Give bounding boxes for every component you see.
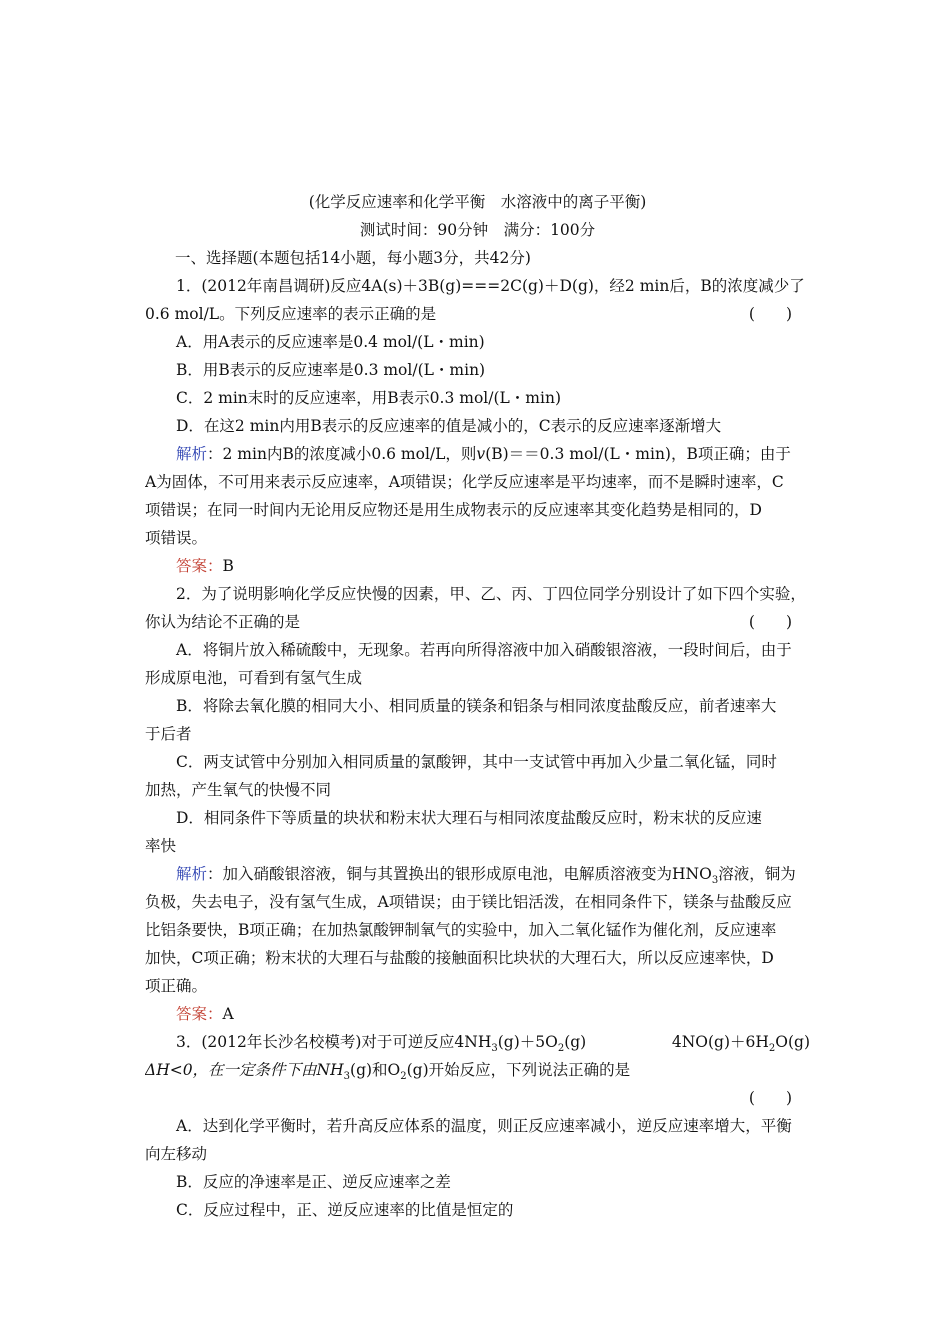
q2-option-d-line1: D．相同条件下等质量的块状和粉末状大理石与相同浓度盐酸反应时，粉末状的反应速 <box>176 809 762 827</box>
q1-answer-blank: ( ) <box>748 305 792 323</box>
q1-stem-text: 0.6 mol/L。下列反应速率的表示正确的是 <box>145 305 437 323</box>
q1-analysis-line3: 项错误；在同一时间内无论用反应物还是用生成物表示的反应速率其变化趋势是相同的，D <box>145 501 762 519</box>
q2-option-b-line2: 于后者 <box>145 725 192 743</box>
document-title: (化学反应速率和化学平衡 水溶液中的离子平衡) <box>308 193 647 211</box>
question-1 <box>145 272 810 580</box>
q2-answer-label: 答案： <box>176 1005 223 1023</box>
q3-option-a-line1: A．达到化学平衡时，若升高反应体系的温度，则正反应速率减小，逆反应速率增大，平衡 <box>176 1117 792 1135</box>
q2-answer <box>145 1000 810 1028</box>
q2-option-c-line1: C．两支试管中分别加入相同质量的氯酸钾，其中一支试管中再加入少量二氧化锰，同时 <box>176 753 777 771</box>
q1-answer-value: B <box>222 557 234 575</box>
q2-answer-blank: ( ) <box>748 613 792 631</box>
q3-option-c: C．反应过程中，正、逆反应速率的比值是恒定的 <box>176 1201 514 1219</box>
q3-stem-left: 3．(2012年长沙名校模考)对于可逆反应$4NH_3(g)+5O_2(g)$ <box>176 1033 587 1055</box>
document-body <box>145 188 810 1224</box>
q3-answer-blank-line <box>145 1084 810 1112</box>
q2-analysis-line3: 比铝条要快，B项正确；在加热氯酸钾制氧气的实验中，加入二氧化锰作为催化剂，反应速率 <box>145 921 777 939</box>
section-heading: 一、选择题(本题包括14小题，每小题3分，共42分) <box>175 249 531 267</box>
q1-option-d: D．在这2 min内用B表示的反应速率的值是减小的，C表示的反应速率逐渐增大 <box>176 417 722 435</box>
q2-analysis-line5: 项正确。 <box>145 977 208 995</box>
q1-option-c: C．2 min末时的反应速率，用B表示0.3 mol/(L・min) <box>176 389 561 407</box>
q1-analysis-label: 解析 <box>176 445 208 463</box>
q2-option-b-line1: B．将除去氧化膜的相同大小、相同质量的镁条和铝条与相同浓度盐酸反应，前者速率大 <box>176 697 777 715</box>
q1-option-b: B．用B表示的反应速率是0.3 mol/(L・min) <box>176 361 486 379</box>
test-meta: 测试时间：90分钟 满分：100分 <box>359 221 596 239</box>
q2-answer-value: A <box>222 1005 234 1023</box>
q1-answer <box>145 552 810 580</box>
q2-analysis-label: 解析 <box>176 865 208 883</box>
q1-option-a: A．用A表示的反应速率是0.4 mol/(L・min) <box>176 333 485 351</box>
q3-option-a-line2: 向左移动 <box>145 1145 208 1163</box>
q3-option-b: B．反应的净速率是正、逆反应速率之差 <box>176 1173 451 1191</box>
q3-stem-right: $4NO(g)+6H_2O(g)$ <box>671 1033 810 1055</box>
q1-stem-line1: 1．(2012年南昌调研)反应4A(s)＋3B(g)===2C(g)＋D(g)，经2 min后，B的浓度减少了 <box>176 277 805 295</box>
q2-option-c-line2: 加热，产生氧气的快慢不同 <box>145 781 332 799</box>
q2-option-a-line1: A．将铜片放入稀硫酸中，无现象。若再向所得溶液中加入硝酸银溶液，一段时间后，由于 <box>176 641 792 659</box>
q1-stem-line2 <box>145 300 810 328</box>
q3-stem-line2: ΔH<0，在一定条件下由$NH_3(g)$和$O_2(g)$开始反应，下列说法正确的是 <box>145 1061 631 1083</box>
q1-analysis-line1: 解析：2 min内B的浓度减小0.6 mol/L，则v(B)＝＝0.3 mol/(L・min)，B项正确；由于 <box>176 445 791 463</box>
question-3 <box>145 1028 810 1224</box>
q1-analysis-line4: 项错误。 <box>145 529 208 547</box>
q1-answer-label: 答案： <box>176 557 223 575</box>
q2-option-a-line2: 形成原电池，可看到有氢气生成 <box>145 669 363 687</box>
q2-analysis-line4: 加快，C项正确；粉末状的大理石与盐酸的接触面积比块状的大理石大，所以反应速率快，D <box>145 949 774 967</box>
q3-answer-blank: ( ) <box>748 1089 792 1107</box>
q2-option-d-line2: 率快 <box>145 837 177 855</box>
q2-analysis-line1: 解析：加入硝酸银溶液，铜与其置换出的银形成原电池，电解质溶液变为$HNO_3$溶液，铜为 <box>176 865 796 887</box>
q1-analysis-line2: A为固体，不可用来表示反应速率，A项错误；化学反应速率是平均速率，而不是瞬时速率，C <box>145 473 784 491</box>
q2-stem-line1: 2．为了说明影响化学反应快慢的因素，甲、乙、丙、丁四位同学分别设计了如下四个实验， <box>176 585 806 603</box>
q2-analysis-line2: 负极，失去电子，没有氢气生成，A项错误；由于镁比铝活泼，在相同条件下，镁条与盐酸反应 <box>145 893 792 911</box>
q2-stem-text: 你认为结论不正确的是 <box>145 613 301 631</box>
q2-stem-line2 <box>145 608 810 636</box>
q3-stem-line1 <box>145 1028 810 1056</box>
question-2 <box>145 580 810 1028</box>
